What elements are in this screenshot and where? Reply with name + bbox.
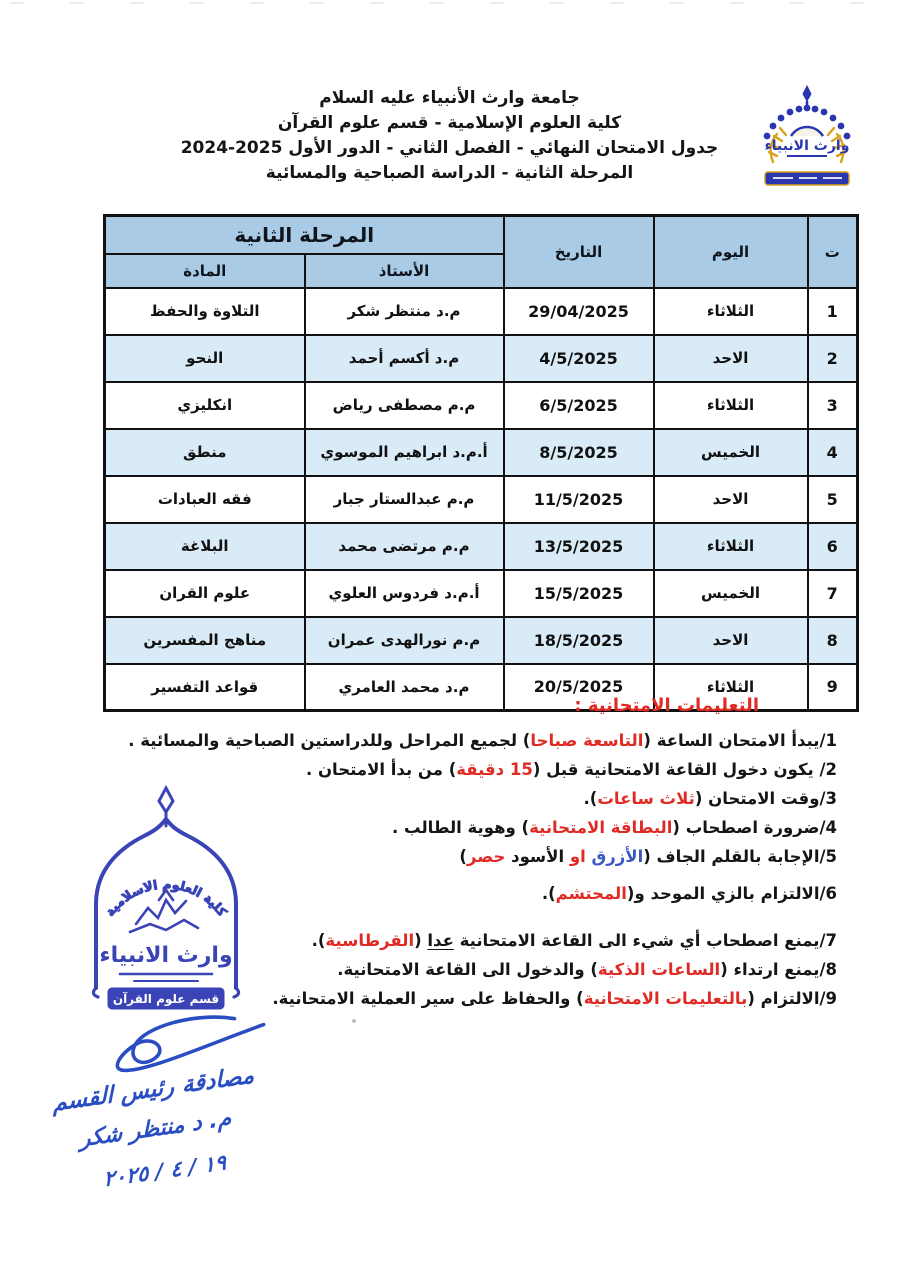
day-cell: الثلاثاء bbox=[654, 664, 808, 711]
teacher-cell: م.م نورالهدى عمران bbox=[305, 617, 504, 664]
stamp-arc-text: كلية العلوم الاسلامية bbox=[101, 876, 231, 920]
instruction-segment: 1/يبدأ الامتحان الساعة ( bbox=[643, 731, 837, 750]
table-row bbox=[104, 476, 857, 523]
table-row bbox=[104, 570, 857, 617]
instruction-segment: البطاقة الامتحانية bbox=[529, 818, 673, 837]
instruction-segment: حصر bbox=[466, 847, 506, 866]
logo-ribbon-icon bbox=[765, 172, 849, 185]
date-cell: 20/5/2025 bbox=[504, 664, 654, 711]
scan-artifact bbox=[10, 2, 889, 4]
date-cell: 13/5/2025 bbox=[504, 523, 654, 570]
subject-cell: علوم القران bbox=[104, 570, 304, 617]
subject-cell: انكليزي bbox=[104, 382, 304, 429]
index-cell: 8 bbox=[808, 617, 858, 664]
day-cell: الثلاثاء bbox=[654, 382, 808, 429]
instruction-segment: المحتشم bbox=[555, 884, 627, 903]
instruction-segment: عدا bbox=[427, 931, 454, 950]
page-title-college: كلية العلوم الإسلامية - قسم علوم القرآن bbox=[277, 113, 622, 133]
subject-cell: قواعد التفسير bbox=[104, 664, 304, 711]
instruction-segment: ). bbox=[311, 931, 326, 950]
signature-date: ١٩ / ٤ / ٢٠٢٥ bbox=[103, 1150, 227, 1192]
teacher-cell: م.م مرتضى محمد bbox=[305, 523, 504, 570]
date-cell: 11/5/2025 bbox=[504, 476, 654, 523]
instruction-segment: 4/ضرورة اصطحاب ( bbox=[672, 818, 837, 837]
date-cell: 6/5/2025 bbox=[504, 382, 654, 429]
column-header-day: اليوم bbox=[654, 216, 808, 288]
day-cell: الثلاثاء bbox=[654, 523, 808, 570]
date-cell: 15/5/2025 bbox=[504, 570, 654, 617]
instruction-segment: ) والدخول الى القاعة الامتحانية. bbox=[337, 960, 598, 979]
instruction-segment: 15 دقيقة bbox=[456, 760, 533, 779]
teacher-cell: م.د أكسم أحمد bbox=[305, 335, 504, 382]
index-cell: 4 bbox=[808, 429, 858, 476]
subject-cell: منطق bbox=[104, 429, 304, 476]
teacher-cell: م.د محمد العامري bbox=[305, 664, 504, 711]
date-cell: 8/5/2025 bbox=[504, 429, 654, 476]
instruction-segment: ثلاث ساعات bbox=[597, 789, 695, 808]
page-title-stage: المرحلة الثانية - الدراسة الصباحية والمسائية bbox=[265, 163, 634, 183]
instruction-segment: بالتعليمات الامتحانية bbox=[583, 989, 748, 1008]
table-row bbox=[104, 617, 857, 664]
teacher-cell: م.م عبدالستار جبار bbox=[305, 476, 504, 523]
instruction-segment: ) bbox=[459, 847, 467, 866]
teacher-cell: م.م مصطفى رياض bbox=[305, 382, 504, 429]
day-cell: الخميس bbox=[654, 429, 808, 476]
stamp-banner-text: قسم علوم القرآن bbox=[112, 992, 220, 1006]
instruction-segment: ) من بدأ الامتحان . bbox=[305, 760, 457, 779]
instructions-heading: التعليمات الامتحانية : bbox=[574, 695, 759, 716]
index-cell: 9 bbox=[808, 664, 858, 711]
index-cell: 5 bbox=[808, 476, 858, 523]
table-row bbox=[104, 288, 857, 335]
table-row bbox=[104, 523, 857, 570]
instruction-segment: 2/ يكون دخول القاعة الامتحانية قبل ( bbox=[532, 760, 837, 779]
day-cell: الاحد bbox=[654, 335, 808, 382]
instruction-segment: الأزرق bbox=[591, 847, 644, 866]
instruction-segment: 9/الالتزام ( bbox=[747, 989, 837, 1008]
instruction-item-2 bbox=[37, 755, 837, 784]
column-header-subject: المادة bbox=[104, 254, 304, 288]
instruction-segment: الأسود bbox=[505, 847, 570, 866]
subject-cell: النحو bbox=[104, 335, 304, 382]
index-cell: 6 bbox=[808, 523, 858, 570]
instruction-segment: ). bbox=[541, 884, 556, 903]
column-header-date: التاريخ bbox=[504, 216, 654, 288]
subject-cell: مناهج المفسرين bbox=[104, 617, 304, 664]
instruction-segment: ) وهوية الطالب . bbox=[392, 818, 530, 837]
table-row bbox=[104, 335, 857, 382]
instruction-segment: 3/وقت الامتحان ( bbox=[694, 789, 837, 808]
instruction-segment: ) والحفاظ على سير العملية الامتحانية. bbox=[272, 989, 584, 1008]
scan-speck bbox=[352, 1019, 356, 1023]
department-stamp bbox=[64, 782, 269, 1022]
table-row bbox=[104, 429, 857, 476]
instruction-segment: او bbox=[569, 847, 586, 866]
teacher-cell: أ.م.د فردوس العلوي bbox=[305, 570, 504, 617]
table-header-row-1 bbox=[104, 216, 857, 254]
instruction-segment: التاسعة صباحا bbox=[530, 731, 644, 750]
day-cell: الاحد bbox=[654, 476, 808, 523]
stamp-center-text: وارث الانبياء bbox=[99, 943, 233, 968]
teacher-cell: أ.م.د ابراهيم الموسوي bbox=[305, 429, 504, 476]
instruction-segment: الساعات الذكية bbox=[597, 960, 721, 979]
index-cell: 1 bbox=[808, 288, 858, 335]
day-cell: الاحد bbox=[654, 617, 808, 664]
instruction-segment: القرطاسية bbox=[325, 931, 415, 950]
column-header-index: ت bbox=[808, 216, 858, 288]
university-logo bbox=[743, 84, 871, 196]
instruction-segment: 7/يمنع اصطحاب أي شيء الى القاعة الامتحانية bbox=[453, 931, 837, 950]
exam-table-container bbox=[103, 214, 859, 712]
stamp-banner-icon bbox=[108, 988, 224, 1009]
index-cell: 7 bbox=[808, 570, 858, 617]
page-title-schedule: جدول الامتحان النهائي - الفصل الثاني - الدور الأول 2025-2024 bbox=[180, 138, 719, 158]
instruction-segment: ). bbox=[583, 789, 598, 808]
instruction-segment: 8/يمنع ارتداء ( bbox=[720, 960, 837, 979]
date-cell: 18/5/2025 bbox=[504, 617, 654, 664]
signature-approval-text: مصادقة رئيس القسم bbox=[52, 1062, 255, 1117]
signature-name: م. د منتظر شكر bbox=[79, 1105, 232, 1153]
index-cell: 3 bbox=[808, 382, 858, 429]
instruction-segment: 6/الالتزام بالزي الموحد و( bbox=[626, 884, 837, 903]
logo-calligraphy-icon bbox=[765, 127, 850, 156]
stage-header: المرحلة الثانية bbox=[104, 216, 503, 254]
exam-table bbox=[103, 214, 859, 712]
instruction-segment: ( bbox=[414, 931, 428, 950]
index-cell: 2 bbox=[808, 335, 858, 382]
logo-center-text: وارث الانبياء bbox=[764, 138, 850, 154]
signature-block bbox=[25, 996, 326, 1271]
subject-cell: البلاغة bbox=[104, 523, 304, 570]
instruction-segment: 5/الإجابة بالقلم الجاف ( bbox=[643, 847, 837, 866]
day-cell: الثلاثاء bbox=[654, 288, 808, 335]
instruction-item-1 bbox=[37, 726, 837, 755]
column-header-teacher: الأستاذ bbox=[305, 254, 504, 288]
table-row bbox=[104, 382, 857, 429]
instruction-segment: ) لجميع المراحل وللدراستين الصباحية والمسائية . bbox=[128, 731, 531, 750]
date-cell: 29/04/2025 bbox=[504, 288, 654, 335]
day-cell: الخميس bbox=[654, 570, 808, 617]
page-title-university: جامعة وارث الأنبياء عليه السلام bbox=[319, 88, 580, 108]
teacher-cell: م.د منتظر شكر bbox=[305, 288, 504, 335]
date-cell: 4/5/2025 bbox=[504, 335, 654, 382]
subject-cell: فقه العبادات bbox=[104, 476, 304, 523]
subject-cell: التلاوة والحفظ bbox=[104, 288, 304, 335]
